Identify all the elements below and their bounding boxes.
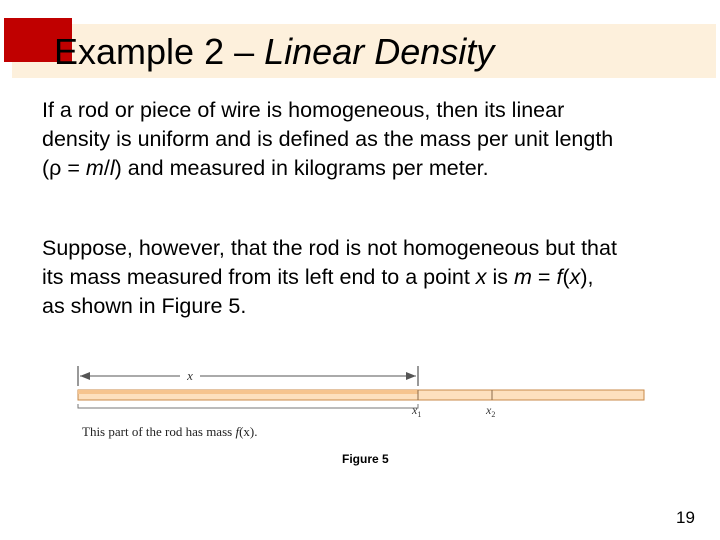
p1-l3-slash: /: [103, 156, 110, 180]
figure-rod-diagram: [70, 358, 650, 448]
paragraph-nonhomogeneous: [42, 234, 702, 321]
p2-l2-f: f: [556, 265, 563, 289]
p2-line1: Suppose, however, that the rod is not homogeneous but that: [42, 236, 617, 260]
p2-l2-c: =: [531, 265, 557, 289]
rod-highlight: [78, 390, 418, 394]
figure-caption: Figure 5: [342, 452, 389, 466]
p1-line2: density is uniform and is defined as the mass per unit length: [42, 127, 614, 151]
x1-label: $x_1$: [412, 403, 422, 419]
p2-l2-e: ),: [580, 265, 594, 289]
p1-l3-l: l: [109, 156, 115, 180]
mass-label: This part of the rod has mass f(x).: [82, 424, 258, 439]
rho-symbol: ρ: [49, 156, 62, 180]
p1-l3-rest: ) and measured in kilograms per meter.: [114, 156, 489, 180]
p2-l2-d: (: [562, 265, 570, 289]
paragraph-homogeneous: [42, 96, 702, 183]
page-number: 19: [676, 508, 695, 527]
p2-l2-b: is: [486, 265, 515, 289]
slide-title: [54, 30, 494, 74]
p2-line3: as shown in Figure 5.: [42, 294, 247, 318]
title-main: Example 2 –: [54, 31, 265, 72]
p2-l2-a: its mass measured from its left end to a point: [42, 265, 476, 289]
arrow-left-head: [80, 372, 90, 380]
p2-l2-m: m: [514, 265, 532, 289]
title-italic: Linear Density: [264, 31, 495, 72]
mass-bracket: [78, 404, 418, 408]
p2-l2-x: x: [475, 265, 487, 289]
p1-l3-m: m: [85, 156, 104, 180]
p1-line1: If a rod or piece of wire is homogeneous, then its linear: [42, 98, 565, 122]
p1-l3-eq: =: [61, 156, 86, 180]
x2-label: $x_2$: [486, 403, 496, 419]
p1-l3-open: (: [42, 156, 50, 180]
arrow-right-head: [406, 372, 416, 380]
p2-l2-x2: x: [569, 265, 581, 289]
x-label: x: [187, 368, 193, 383]
